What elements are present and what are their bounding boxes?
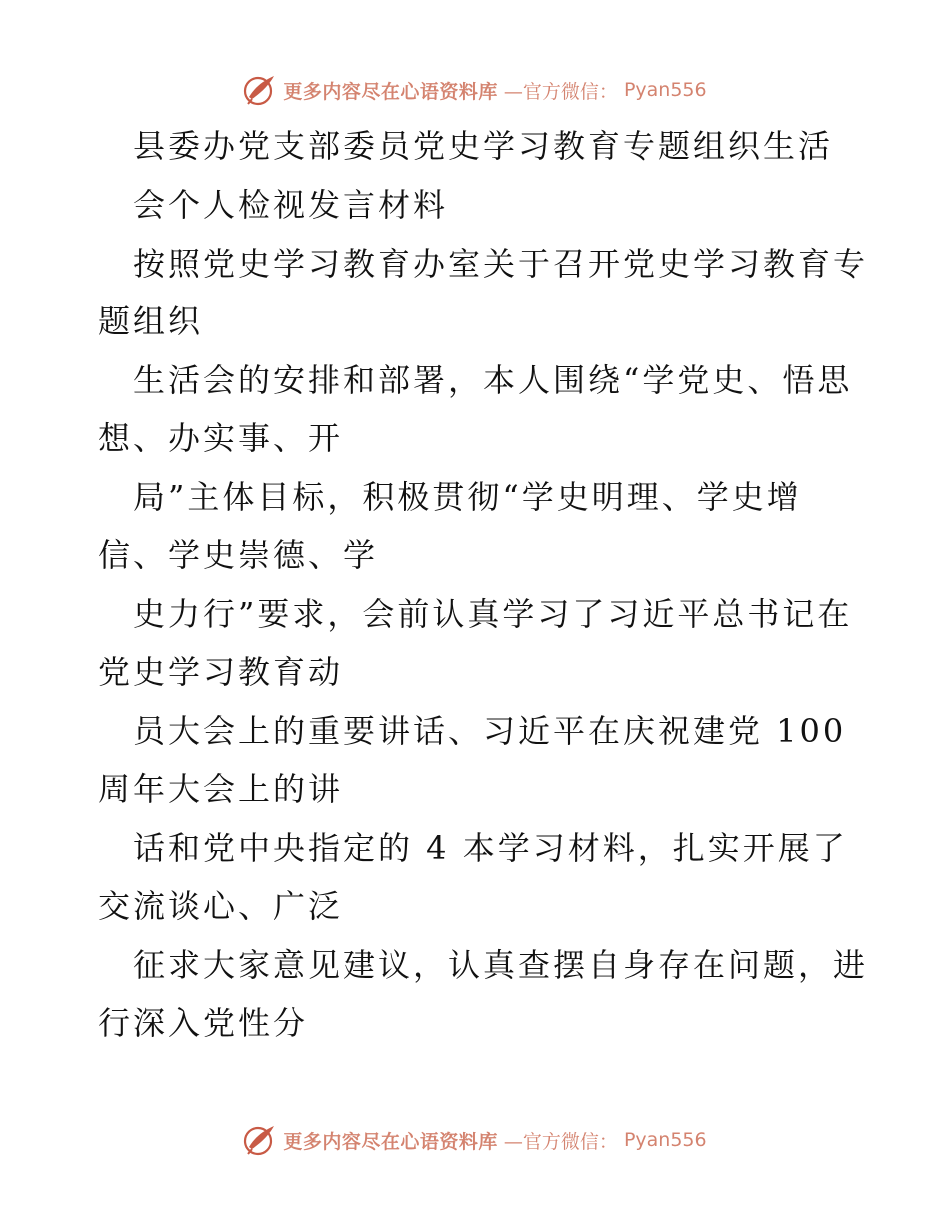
doc-title-line-1: 县委办党支部委员党史学习教育专题组织生活 bbox=[133, 127, 834, 165]
quill-logo-icon bbox=[243, 1123, 277, 1157]
doc-line-13: 话和党中央指定的 4 本学习材料，扎实开展了 bbox=[133, 829, 848, 867]
watermark-brand: Pyan556 bbox=[623, 79, 707, 101]
doc-line-11: 员大会上的重要讲话、习近平在庆祝建党 100 bbox=[133, 712, 847, 750]
quill-logo-icon bbox=[243, 73, 277, 107]
watermark-brand: Pyan556 bbox=[623, 1129, 707, 1151]
watermark-main-text: 更多内容尽在心语资料库 bbox=[283, 80, 498, 103]
doc-line-8: 信、学史崇德、学 bbox=[98, 536, 379, 574]
doc-line-14: 交流谈心、广泛 bbox=[98, 887, 344, 925]
doc-line-4: 题组织 bbox=[98, 302, 204, 340]
doc-line-16: 行深入党性分 bbox=[98, 1004, 309, 1042]
watermark-main-text: 更多内容尽在心语资料库 bbox=[283, 1130, 498, 1153]
doc-line-15: 征求大家意见建议，认真查摆自身存在问题，进 bbox=[133, 946, 869, 984]
header-watermark bbox=[0, 70, 950, 110]
doc-line-5: 生活会的安排和部署，本人围绕“学党史、悟思 bbox=[133, 361, 853, 399]
doc-line-9: 史力行”要求，会前认真学习了习近平总书记在 bbox=[133, 595, 853, 633]
doc-line-7: 局”主体目标，积极贯彻“学史明理、学史增 bbox=[133, 478, 802, 516]
watermark-separator: —官方微信： bbox=[503, 80, 618, 103]
watermark-separator: —官方微信： bbox=[503, 1130, 618, 1153]
doc-line-12: 周年大会上的讲 bbox=[98, 770, 344, 808]
doc-line-10: 党史学习教育动 bbox=[98, 653, 344, 691]
doc-title-line-2: 会个人检视发言材料 bbox=[133, 186, 449, 224]
footer-watermark bbox=[0, 1120, 950, 1160]
doc-line-3: 按照党史学习教育办室关于召开党史学习教育专 bbox=[133, 245, 869, 283]
doc-line-6: 想、办实事、开 bbox=[98, 419, 344, 457]
